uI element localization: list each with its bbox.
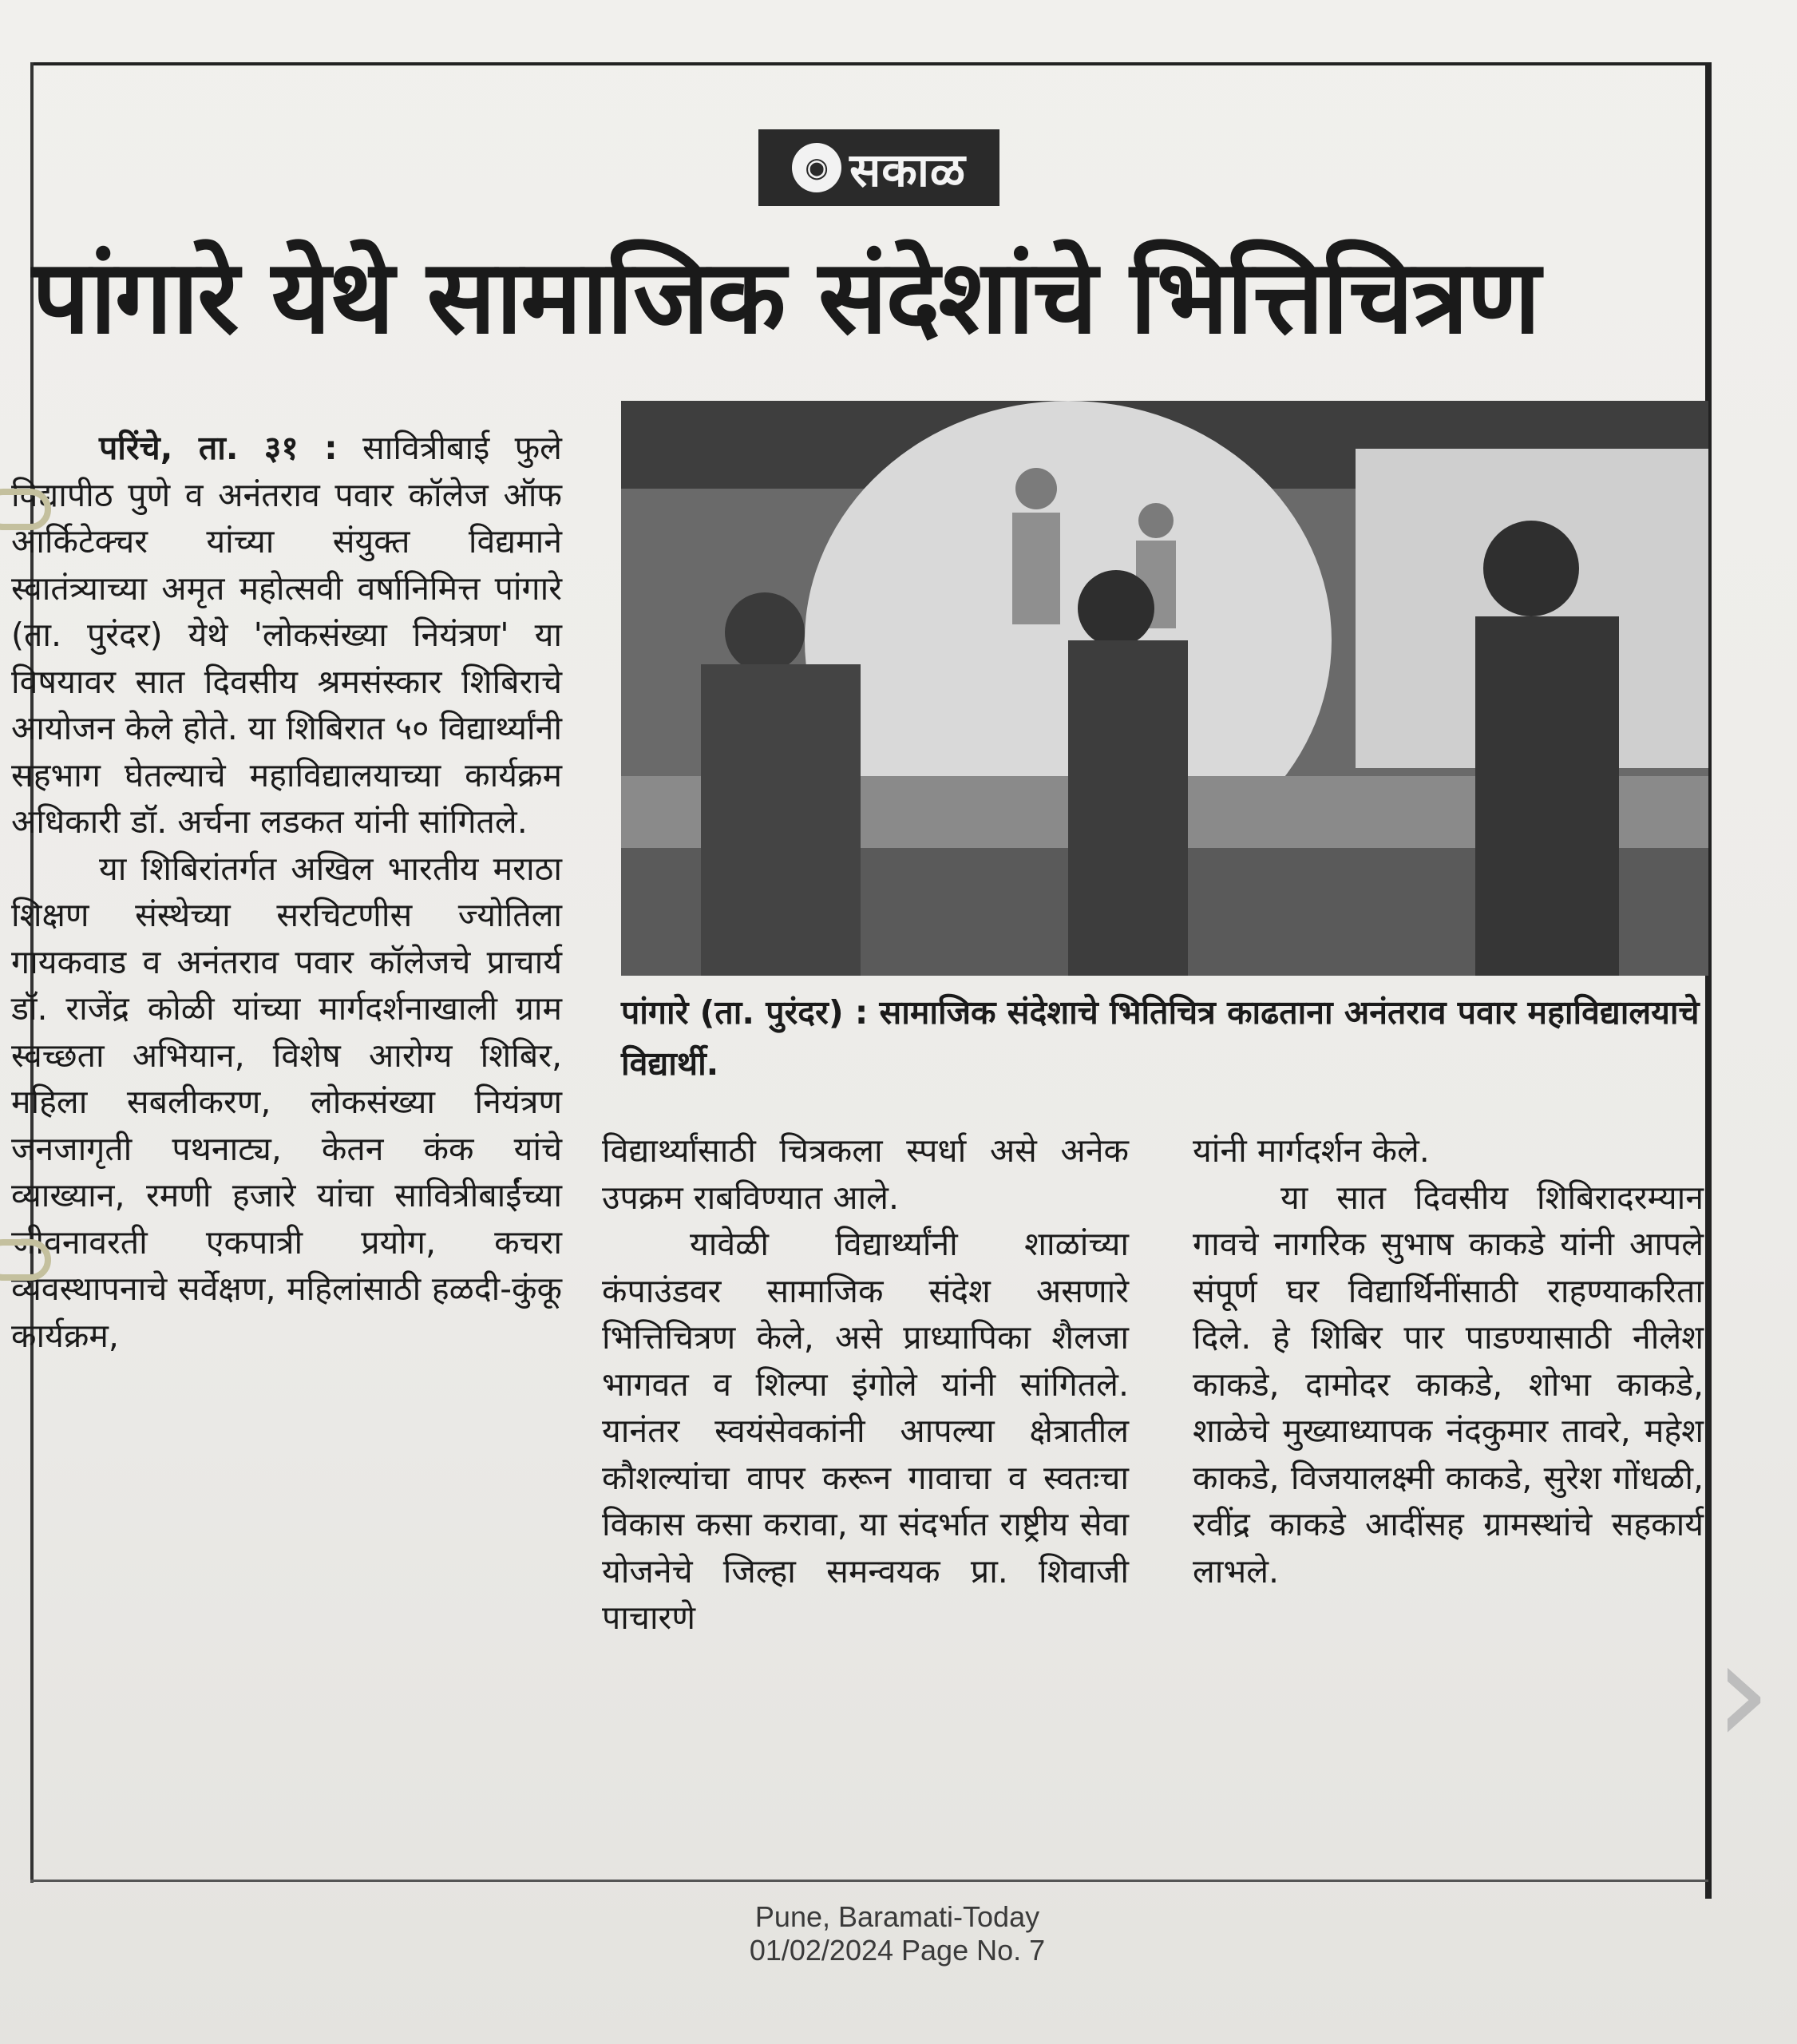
article-paragraph: या सात दिवसीय शिबिरादरम्यान गावचे नागरिक सुभाष काकडे यांनी आपले संपूर्ण घर विद्यार्थिनींसाठी राहण्याकरिता दिले. हे शिबिर पार पाडण्यासाठी नीलेश काकडे, दामोदर काकडे, शोभा काकडे, शाळेचे मुख्याध्यापक नंदकुमार तावरे, महेश काकडे, विजयालक्ष्मी काकडे, सुरेश गोंधळी, रवींद्र काकडे आदींसह ग्रामस्थांचे सहकार्य लाभले. <box>1193 1178 1704 1590</box>
article-column-1 <box>11 425 562 1359</box>
chevron-right-icon[interactable]: › <box>1714 1610 1771 1777</box>
article-column-2 <box>602 1127 1129 1642</box>
headline: पांगारे येथे सामाजिक संदेशांचे भित्तिचित्रण <box>32 238 1539 357</box>
article-paragraph: यावेळी विद्यार्थ्यांनी शाळांच्या कंपाउंडवर सामाजिक संदेश असणारे भित्तिचित्रण केले, असे प्राध्यापिका शैलजा भागवत व शिल्पा इंगोले यांनी सांगितले. यानंतर स्वयंसेवकांनी आपल्या क्षेत्रातील कौशल्यांचा वापर करून गावाचा व स्वतःचा विकास कसा करावा, या संदर्भात राष्ट्रीय सेवा योजनेचे जिल्हा समन्वयक प्रा. शिवाजी पाचारणे <box>602 1225 1129 1637</box>
article-column-3 <box>1193 1127 1704 1594</box>
mural-painting-photo <box>621 401 1708 976</box>
article-paragraph: या शिबिरांतर्गत अखिल भारतीय मराठा शिक्षण संस्थेच्या सरचिटणीस ज्योतिला गायकवाड व अनंतराव पवार कॉलेजचे प्राचार्य डॉ. राजेंद्र कोळी यांच्या मार्गदर्शनाखाली ग्राम स्वच्छता अभियान, विशेष आरोग्य शिबिर, महिला सबलीकरण, लोकसंख्या नियंत्रण जनजागृती पथनाट्य, केतन कंक यांचे व्याख्यान, रमणी हजारे यांचा सावित्रीबाईंच्या जीवनावरती एकपात्री प्रयोग, कचरा व्यवस्थापनाचे सर्वेक्षण, महिलांसाठी हळदी-कुंकू कार्यक्रम, <box>11 849 562 1355</box>
sakal-logo-icon: ◉ <box>792 143 841 192</box>
frame-top-border <box>30 62 1708 65</box>
article-photo <box>621 401 1708 976</box>
frame-bottom-border <box>30 1880 1708 1882</box>
article-paragraph: यांनी मार्गदर्शन केले. <box>1193 1131 1430 1170</box>
photo-caption: पांगारे (ता. पुरंदर) : सामाजिक संदेशाचे भितिचित्र काढताना अनंतराव पवार महाविद्यालयाचे विद्यार्थी. <box>621 993 1700 1083</box>
binder-ring <box>0 489 51 530</box>
date-page-line: 01/02/2024 Page No. 7 <box>749 1934 1046 1967</box>
paragraph-text: सावित्रीबाई फुले विद्यापीठ पुणे व अनंतराव पवार कॉलेज ऑफ आर्किटेक्चर यांच्या संयुक्त विद्यमाने स्वातंत्र्याच्या अमृत महोत्सवी वर्षानिमित्त पांगारे (ता. पुरंदर) येथे 'लोकसंख्या नियंत्रण' या विषयावर सात दिवसीय श्रमसंस्कार शिबिराचे आयोजन केले होते. या शिबिरात ५० विद्यार्थ्यांनी सहभाग घेतल्याचे महाविद्यालयाच्या कार्यक्रम अधिकारी डॉ. अर्चना लडकत यांनी सांगितले. <box>11 429 562 841</box>
article-paragraph <box>11 425 562 846</box>
masthead <box>758 129 999 206</box>
dateline: परिंचे, ता. ३१ : <box>99 429 338 467</box>
source-line: Pune, Baramati-Today <box>754 1900 1040 1933</box>
article-paragraph: विद्यार्थ्यांसाठी चित्रकला स्पर्धा असे अनेक उपक्रम राबविण्यात आले. <box>602 1131 1129 1217</box>
binder-ring <box>0 1239 51 1281</box>
frame-right-border <box>1705 62 1712 1899</box>
source-footer <box>658 1900 1137 1996</box>
masthead-name: सकाळ <box>849 142 966 197</box>
